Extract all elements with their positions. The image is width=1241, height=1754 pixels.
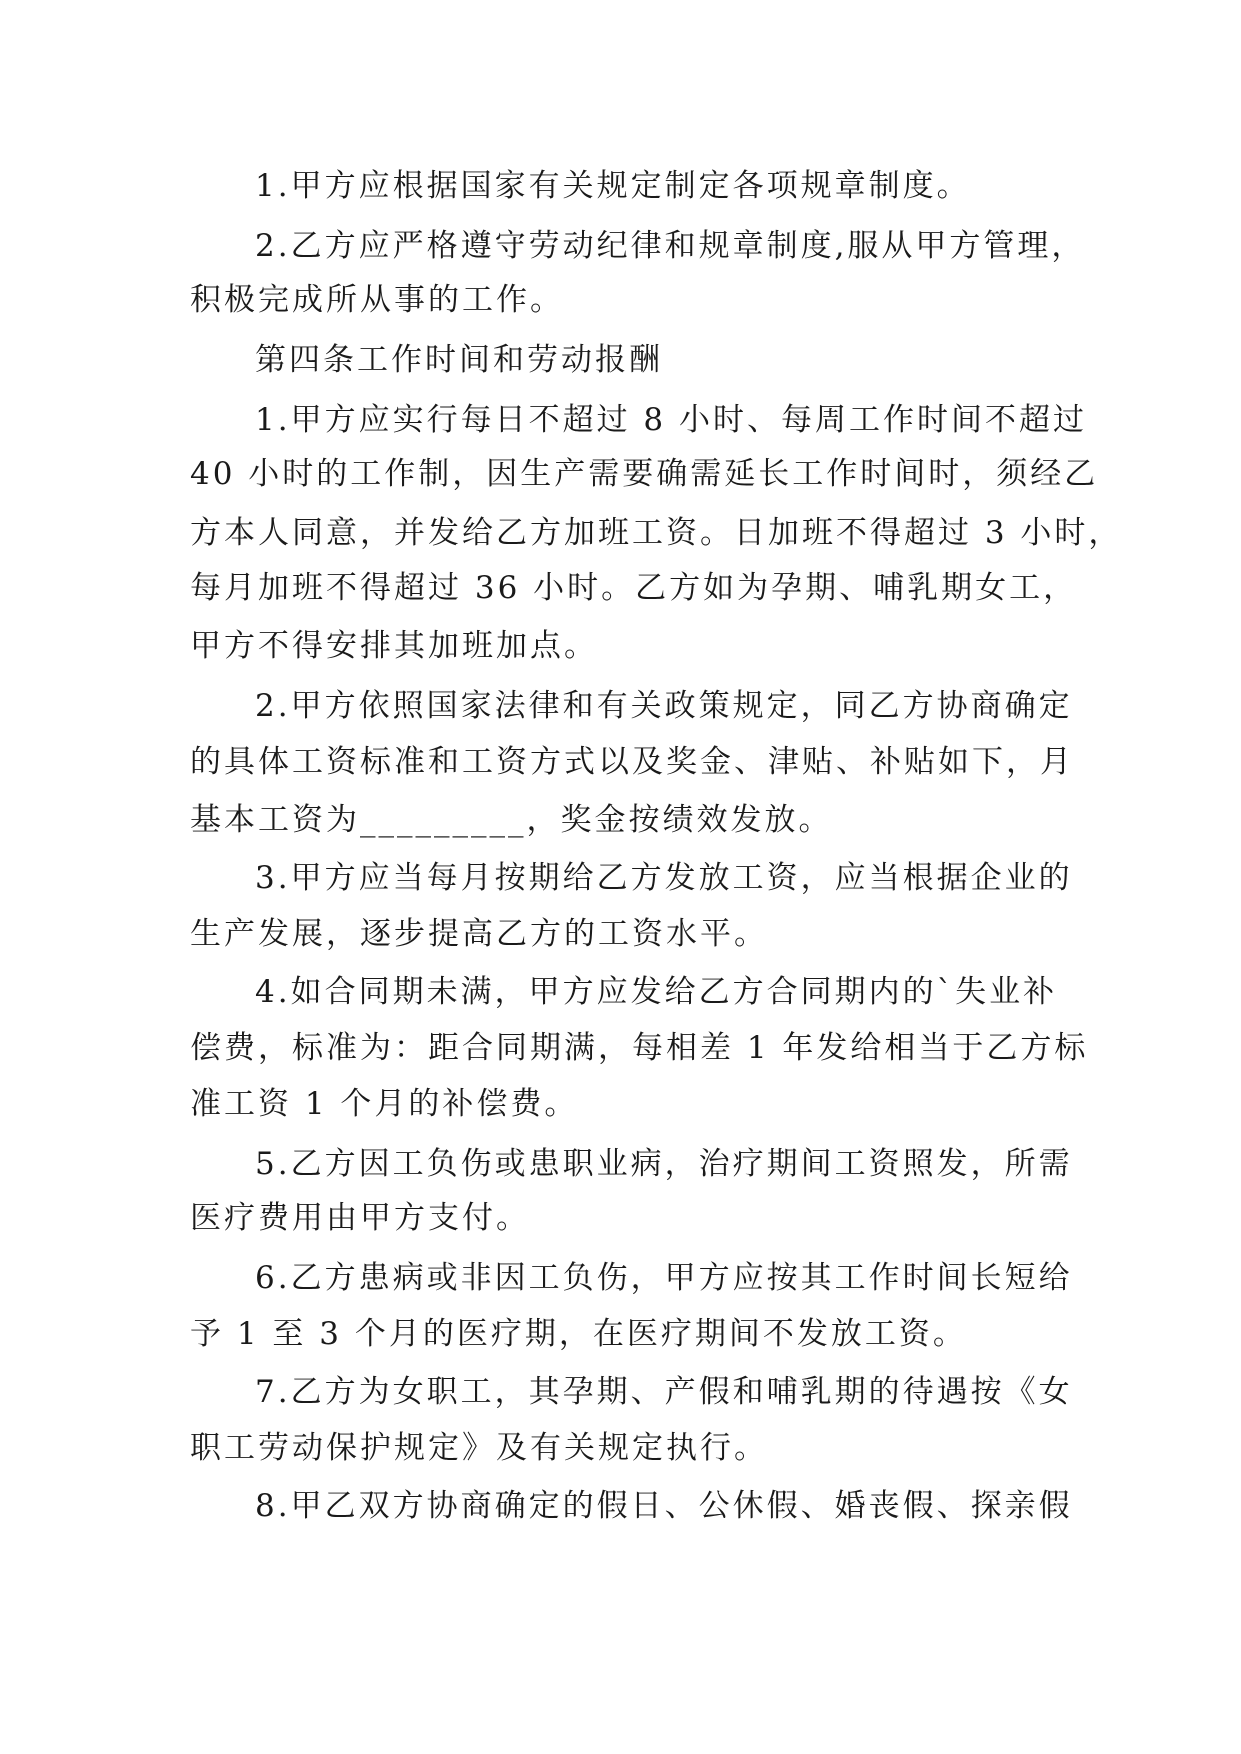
text-line: 5.乙方因工负伤或患职业病，治疗期间工资照发，所需 (255, 1146, 1073, 1182)
text-line: 7.乙方为女职工，其孕期、产假和哺乳期的待遇按《女 (255, 1374, 1073, 1410)
text-line: 予 1 至 3 个月的医疗期，在医疗期间不发放工资。 (190, 1316, 967, 1352)
text-line: 8.甲乙双方协商确定的假日、公休假、婚丧假、探亲假 (255, 1488, 1073, 1524)
text-line: 2.甲方依照国家法律和有关政策规定，同乙方协商确定 (255, 688, 1073, 724)
text-line: 1.甲方应实行每日不超过 8 小时、每周工作时间不超过 (255, 402, 1088, 438)
text-line: 积极完成所从事的工作。 (190, 282, 564, 318)
text-line: 甲方不得安排其加班加点。 (190, 628, 598, 664)
text-line: 6.乙方患病或非因工负伤，甲方应按其工作时间长短给 (255, 1260, 1073, 1296)
text-line: 的具体工资标准和工资方式以及奖金、津贴、补贴如下，月 (190, 744, 1074, 780)
text-line: 职工劳动保护规定》及有关规定执行。 (190, 1430, 768, 1466)
text-line: 2.乙方应严格遵守劳动纪律和规章制度,服从甲方管理， (255, 228, 1086, 264)
text-line: 4.如合同期未满，甲方应发给乙方合同期内的`失业补 (255, 974, 1058, 1010)
text-line: 准工资 1 个月的补偿费。 (190, 1086, 579, 1122)
text-line: 医疗费用由甲方支付。 (190, 1200, 530, 1236)
text-line: 40 小时的工作制，因生产需要确需延长工作时间时，须经乙 (190, 456, 1099, 492)
text-line: 每月加班不得超过 36 小时。乙方如为孕期、哺乳期女工， (190, 570, 1078, 606)
text-line: 偿费，标准为：距合同期满，每相差 1 年发给相当于乙方标 (190, 1030, 1089, 1066)
text-line: 基本工资为_________，奖金按绩效发放。 (190, 802, 833, 838)
text-line: 3.甲方应当每月按期给乙方发放工资，应当根据企业的 (255, 860, 1073, 896)
section-heading: 第四条工作时间和劳动报酬 (255, 342, 663, 378)
text-line: 方本人同意，并发给乙方加班工资。日加班不得超过 3 小时， (190, 515, 1123, 551)
text-line: 1.甲方应根据国家有关规定制定各项规章制度。 (255, 168, 971, 204)
text-line: 生产发展，逐步提高乙方的工资水平。 (190, 916, 768, 952)
